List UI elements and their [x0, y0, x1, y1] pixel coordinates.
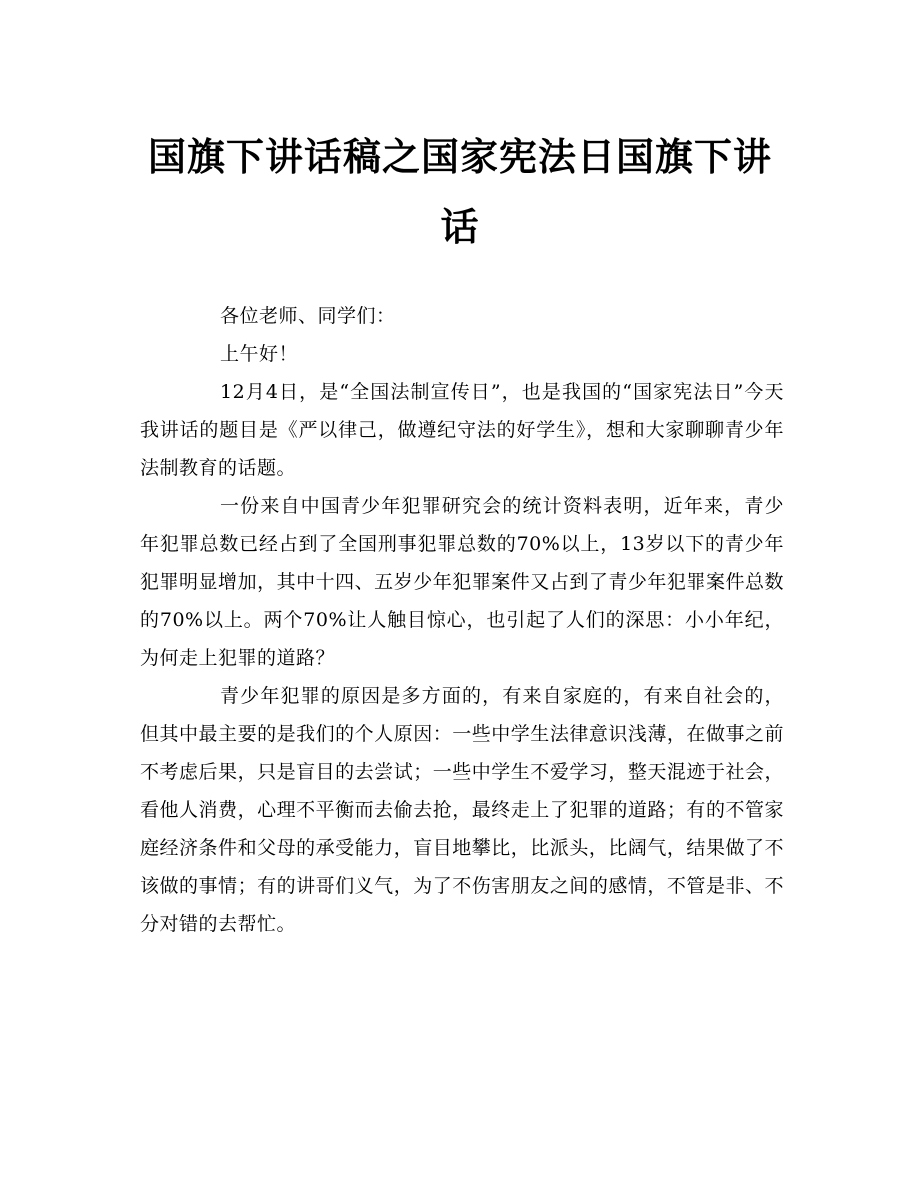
paragraph-statistics: 一份来自中国青少年犯罪研究会的统计资料表明，近年来，青少年犯罪总数已经占到了全国刑事犯罪总数的70%以上，13岁以下的青少年犯罪明显增加，其中十四、五岁少年犯罪案件又占到了青少年犯罪案件总数的70%以上。两个70%让人触目惊心，也引起了人们的深思：小小年纪，为何走上犯罪的道路？: [140, 495, 784, 669]
document-body: [140, 297, 784, 943]
paragraph-intro: 12月4日，是“全国法制宣传日”，也是我国的“国家宪法日”今天我讲话的题目是《严以律己，做遵纪守法的好学生》，想和大家聊聊青少年法制教育的话题。: [140, 381, 784, 479]
document-title: 国旗下讲话稿之国家宪法日国旗下讲话: [147, 135, 772, 249]
paragraph-good-morning: 上午好！: [220, 343, 299, 365]
paragraph-causes: 青少年犯罪的原因是多方面的，有来自家庭的，有来自社会的，但其中最主要的是我们的个人原因：一些中学生法律意识浅薄，在做事之前不考虑后果，只是盲目的去尝试；一些中学生不爱学习，整天混迹于社会，看他人消费，心理不平衡而去偷去抢，最终走上了犯罪的道路；有的不管家庭经济条件和父母的承受能力，盲目地攀比，比派头，比阔气，结果做了不该做的事情；有的讲哥们义气，为了不伤害朋友之间的感情，不管是非、不分对错的去帮忙。: [140, 685, 784, 935]
paragraph-greeting: 各位老师、同学们：: [220, 305, 396, 327]
